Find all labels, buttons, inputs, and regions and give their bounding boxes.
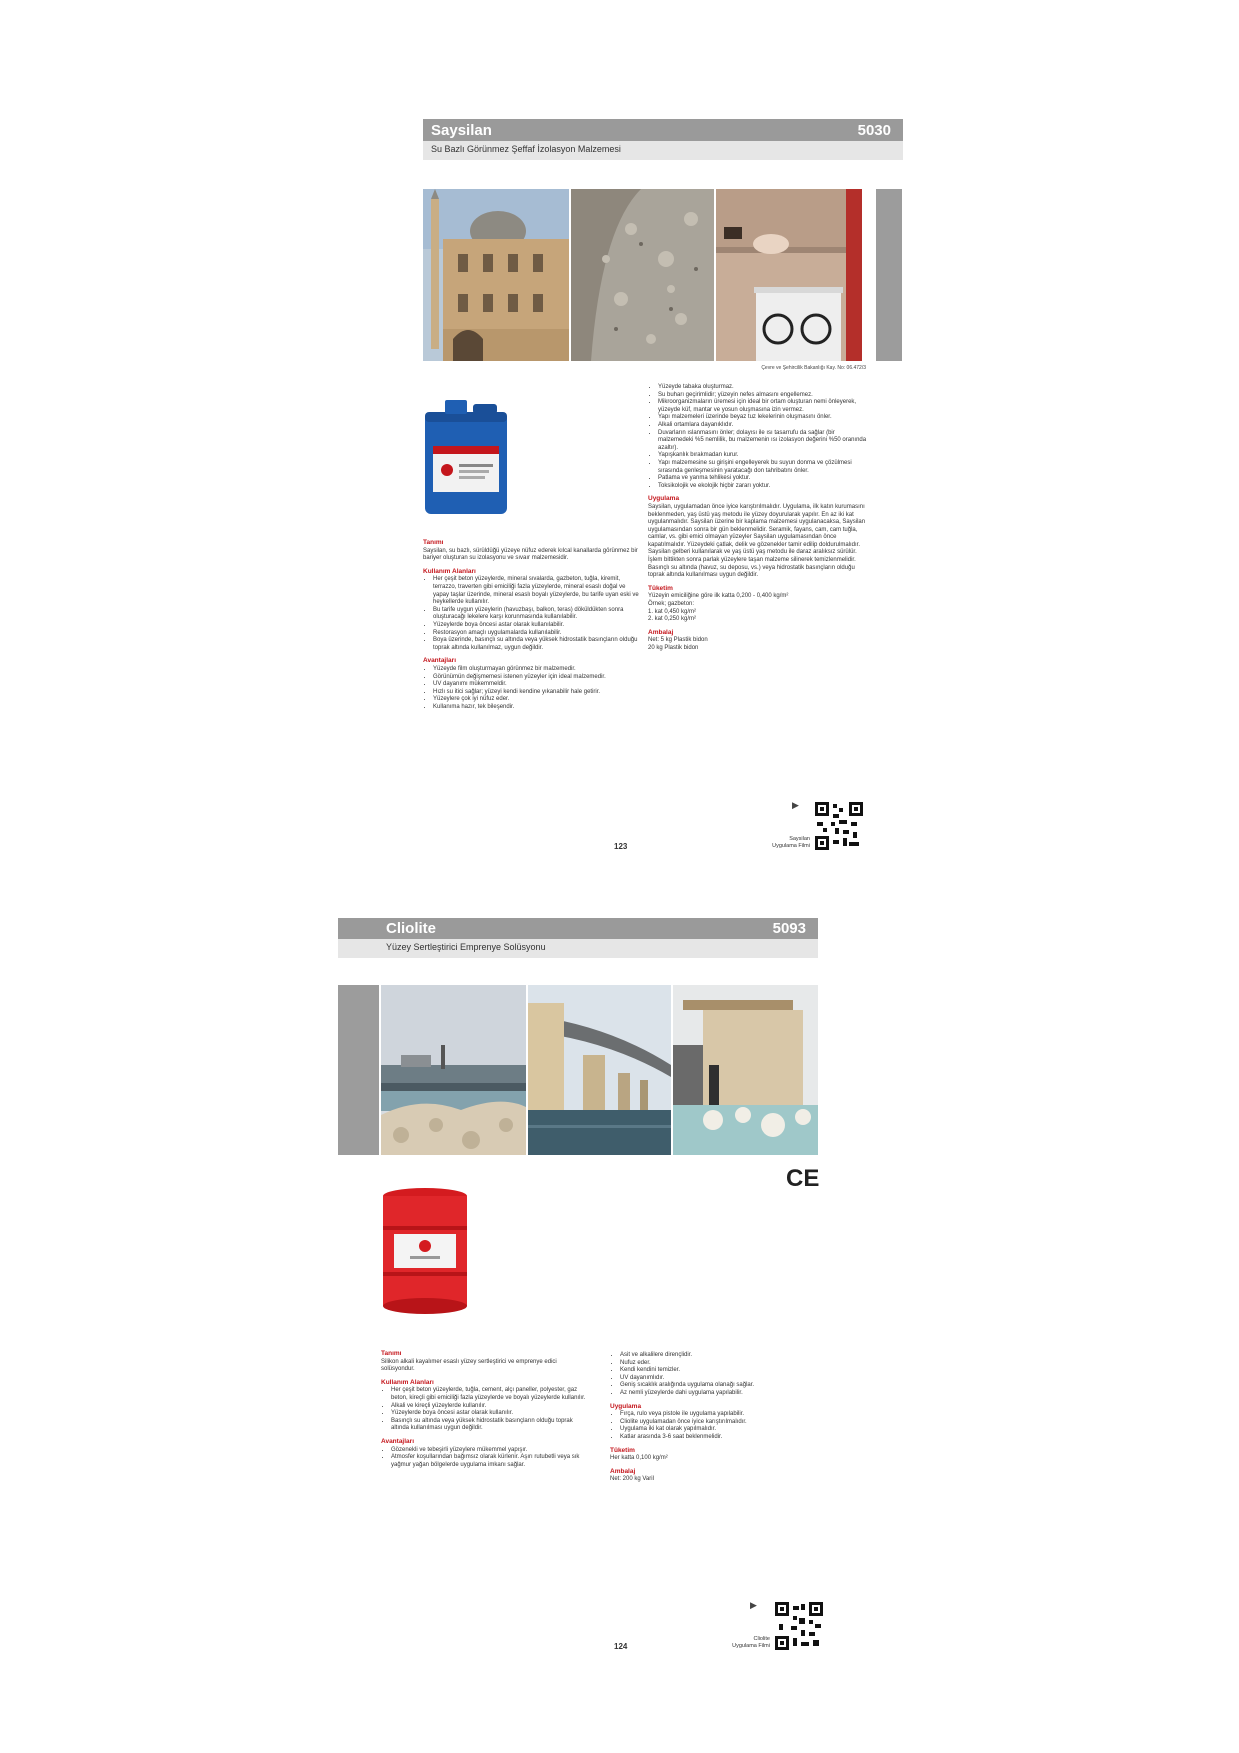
page2-section-title: Kullanım Alanları <box>381 1378 434 1386</box>
page2-qr-code[interactable] <box>775 1602 823 1650</box>
page1-photo-brush-application <box>716 189 862 361</box>
list-item: • Patlama ve yanma tehlikesi yoktur. <box>658 475 868 483</box>
page1-usage-list <box>423 576 643 652</box>
page2-section-title: Tanımı <box>381 1350 402 1357</box>
list-item: • Geniş sıcaklık aralığında uygulama olanağı sağlar. <box>620 1382 820 1390</box>
list-item: • Su buharı geçirimlidir; yüzeyin nefes almasını engellemez. <box>658 392 868 400</box>
page1-product-code: 5030 <box>857 121 891 139</box>
page2-section-title: Ambalaj <box>610 1467 636 1475</box>
page2-qr-caption <box>700 1636 770 1650</box>
page1-page-number: 123 <box>614 842 628 851</box>
page2-features-list <box>610 1352 820 1398</box>
list-item: • Duvarların ıslanmasını önler; dolayısı ile ısı tasarrufu da sağlar (bir malzemedeki %5 nemlilik, bu malzemenin ısı izolasyon değerini %50 oranında azaltır). <box>658 430 868 453</box>
list-item: • Basınçlı su altında veya yüksek hidrostatik basınçların olduğu toprak altında kullanılması uygun değildir. <box>391 1418 591 1433</box>
list-item: • Toksikolojik ve ekolojik hiçbir zararı yoktur. <box>658 483 868 491</box>
page1-section-title: Tüketim <box>648 584 673 592</box>
page1-section-title: Uygulama <box>648 495 680 503</box>
list-item: • Hızlı su itici sağlar; yüzeyi kendi kendine yıkanabilir hale getirir. <box>433 689 643 697</box>
page1-qr-code[interactable] <box>815 802 863 850</box>
list-item: • Görünümün değişmemesi istenen yüzeyler için ideal malzemedir. <box>433 674 643 682</box>
list-item: • Yüzeyde film oluşturmayan görünmez bir malzemedir. <box>433 666 643 674</box>
list-item: • Yapışkanlık bırakmadan kurur. <box>658 452 868 460</box>
page1-qr-caption-line1: Saysilan <box>789 836 810 842</box>
page2-packaging-text: Net: 200 kg Varil <box>610 1476 654 1483</box>
page2-section-title: Tüketim <box>610 1446 635 1454</box>
page1-left-column <box>423 534 643 711</box>
page1-application-text: Saysilan, uygulamadan önce iyice karıştırılmalıdır. Uygulama, ilk katın kurumasını beklenmeden, yaş üstü yaş metodu ile yüzey doyurularak yapılır. En az iki kat uygulanmalıdır. Saysilan üzerine bir kaplama malzemesi uygulanacaksa, Saysilan uygulamasından sonra bir gün beklenmelidir. Seramik, fayans, cam, cam tuğla, camlar, vs. gibi emici olmayan yüzeyler Saysilan uygulamasından önce kapatılmalıdır. Yüzeydeki çatlak, delik ve gözenekler tamir edilip doldurulmalıdır. Saysilan gelberi kullanılarak ve yaş üstü yaş metodu ile daraz aralıksız sürülür. İşlem bittikten sonra parlak yüzeylere taşan malzeme silinerek temizlenmelidir. Basınçlı su altında (havuz, su deposu, vs.) veya hidrostatik basınçların olduğu toprak altında kullanılması uygun değildir. <box>648 503 866 579</box>
page1-qr-caption-line2: Uygulama Filmi <box>772 843 810 849</box>
page2-photo-harbor <box>381 985 526 1155</box>
page2-right-column <box>610 1352 820 1484</box>
list-item: • Uygulama iki kat olarak yapılmalıdır. <box>620 1426 820 1434</box>
list-item: • UV dayanımı mükemmeldir. <box>433 681 643 689</box>
page2-product-drum <box>380 1186 470 1316</box>
list-item: • Fırça, rulo veya pistole ile uygulama yapılabilir. <box>620 1411 820 1419</box>
page1-consumption-text: Yüzeyin emiciliğine göre ilk katta 0,200 - 0,400 kg/m² Örnek; gazbeton: 1. kat 0,450 kg/m² 2. kat 0,250 kg/m² <box>648 593 789 623</box>
page1-qr-caption <box>740 836 810 850</box>
list-item: • UV dayanımlıdır. <box>620 1375 820 1383</box>
list-item: • Cliolite uygulamadan önce iyice karıştırılmalıdır. <box>620 1419 820 1427</box>
page1-definition-text: Saysilan, su bazlı, sürüldüğü yüzeye nüfuz ederek kılcal kanallarda görünmez bir bariyer oluşturan su izolasyonu ve sıvaır malzemesidir. <box>423 547 638 562</box>
list-item: • Alkali ortamlara dayanıklıdır. <box>658 422 868 430</box>
list-item: • Asit ve alkalilere dirençlidir. <box>620 1352 820 1360</box>
page1-title-bar <box>423 119 903 141</box>
list-item: • Yüzeyde tabaka oluşturmaz. <box>658 384 868 392</box>
page2-definition-text: Silikon alkali kayalımer esaslı yüzey sertleştirici ve emprenye edici solüsyondur. <box>381 1358 557 1373</box>
page2-usage-list <box>381 1387 591 1433</box>
page1-subtitle: Su Bazlı Görünmez Şeffaf İzolasyon Malzemesi <box>423 141 903 160</box>
page2-video-icon: ▶ <box>750 1600 757 1610</box>
page2-subtitle: Yüzey Sertleştirici Emprenye Solüsyonu <box>338 939 818 958</box>
list-item: • Bu tarife uygun yüzeylerin (havuzbaşı, balkon, teras) döküldükten sonra oluşturacağı lekelere karşı korunmasında kullanılabilir. <box>433 607 643 622</box>
page1-section-title: Tanımı <box>423 539 444 546</box>
page1-section-title: Ambalaj <box>648 628 674 636</box>
page1-advantages-list <box>423 666 643 712</box>
page1-video-icon: ▶ <box>792 800 799 810</box>
list-item: • Mikroorganizmaların üremesi için ideal bir ortam oluşturan nemi önleyerek, yüzeyde küf, mantar ve yosun oluşmasına izin vermez. <box>658 399 868 414</box>
page1-product-jerrycan <box>423 398 509 516</box>
page2-title-bar <box>338 918 818 939</box>
list-item: • Gözenekli ve tebeşirli yüzeylere mükemmel yapışır. <box>391 1447 591 1455</box>
page2-section-title: Avantajları <box>381 1437 414 1445</box>
list-item: • Yapı malzemesine su girişini engelleyerek bu suyun donma ve çözülmesi sırasında genleşmesinin yaratacağı don tahribatını önler. <box>658 460 868 475</box>
page2-gray-strip <box>338 985 379 1155</box>
list-item: • Yüzeylerde boya öncesi astar olarak kullanılır. <box>391 1410 591 1418</box>
list-item: • Kullanıma hazır, tek bileşendir. <box>433 704 643 712</box>
list-item: • Restorasyon amaçlı uygulamalarda kullanılabilir. <box>433 630 643 638</box>
page2-product-name: Cliolite <box>386 920 437 937</box>
page2-left-column <box>381 1345 591 1469</box>
page2-photo-bridge <box>528 985 671 1155</box>
list-item: • Nufuz eder. <box>620 1360 820 1368</box>
page2-page-number: 124 <box>614 1642 628 1651</box>
page2-consumption-text: Her katta 0,100 kg/m² <box>610 1455 668 1462</box>
page1-product-name: Saysilan <box>431 121 492 139</box>
page2-qr-caption-line1: Cliolite <box>753 1636 770 1642</box>
list-item: • Kendi kendini temizler. <box>620 1367 820 1375</box>
page1-packaging-text: Net: 5 kg Plastik bidon 20 kg Plastik bidon <box>648 637 708 651</box>
list-item: • Alkali ve kireçli yüzeylerde kullanılır. <box>391 1403 591 1411</box>
page1-photo-concrete <box>571 189 714 361</box>
page2-advantages-list <box>381 1447 591 1470</box>
page2-product-code: 5093 <box>772 920 806 937</box>
page1-section-title: Avantajları <box>423 657 456 665</box>
list-item: • Yüzeylerde boya öncesi astar olarak kullanılabilir. <box>433 622 643 630</box>
page2-photo-pier <box>673 985 818 1155</box>
page1-certificate: Çevre ve Şehircilik Bakanlığı Kay. No: 06.472/3 <box>761 365 866 371</box>
list-item: • Her çeşit beton yüzeylerde, mineral sıvalarda, gazbeton, tuğla, kiremit, terrazzo, traverten gibi emiciliği fazla yüzeylerde, mineral esaslı doğal ve yapay taşlar üzerinde, mineral esaslı boyalı yüzeylerde, bu tarife uyan eski ve heykellerde kullanılır. <box>433 576 643 606</box>
page2-application-list <box>610 1411 820 1441</box>
page1-gray-strip <box>876 189 902 361</box>
page1-right-column <box>648 384 868 653</box>
page1-section-title: Kullanım Alanları <box>423 567 476 575</box>
page2-ce-mark: CE <box>786 1165 820 1192</box>
list-item: • Atmosfer koşullarından bağımsız olarak kürlenir. Aşırı rutubetli veya sık yağmur yağan bölgelerde uygulama imkanı sağlar. <box>391 1454 591 1469</box>
page2-section-title: Uygulama <box>610 1402 642 1410</box>
page2-qr-caption-line2: Uygulama Filmi <box>732 1643 770 1649</box>
list-item: • Yüzeylere çok iyi nüfuz eder. <box>433 696 643 704</box>
list-item: • Yapı malzemeleri üzerinde beyaz tuz lekelerinin oluşmasını önler. <box>658 414 868 422</box>
list-item: • Az nemli yüzeylerde dahi uygulama yapılabilir. <box>620 1390 820 1398</box>
list-item: • Katlar arasında 3-6 saat beklenmelidir. <box>620 1434 820 1442</box>
page1-photo-mosque <box>423 189 569 361</box>
page1-features-list <box>648 384 868 490</box>
list-item: • Her çeşit beton yüzeylerde, tuğla, cement, alçı paneller, polyester, gaz beton, kireçli gibi emiciliği fazla yüzeylerde ve boyalı yüzeylerde kullanılır. <box>391 1387 591 1402</box>
list-item: • Boya üzerinde, basınçlı su altında veya yüksek hidrostatik basınçların olduğu toprak altında kullanılmaz, uygun değildir. <box>433 637 643 652</box>
